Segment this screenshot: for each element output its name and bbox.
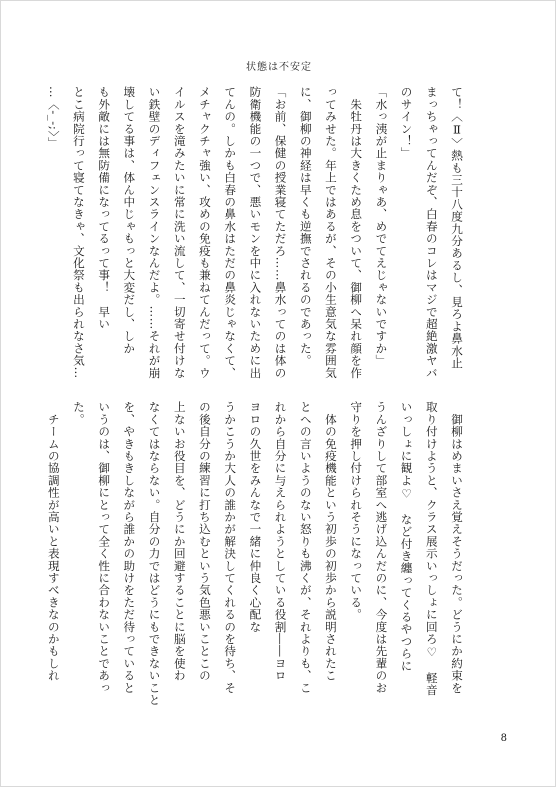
text-line: 防衛機能の一つで、悪いモンを中に入れないために出 (248, 86, 263, 379)
text-line: メチャクチャ強い、攻めの免疫も兼ねてんだって。ウ (197, 86, 212, 379)
text-line: うんざりして部室へ逃げ込んだのに、今度は先輩のお (374, 401, 389, 694)
text-line: 体の免疫機能という初歩の初歩から説明されたこ (323, 401, 338, 682)
text-line: 上ないお役目を、どうにか回避することに脳を使わ (172, 401, 187, 682)
text-line: 「お前、保健の授業寝てただろ……鼻水ってのは体の (273, 86, 288, 379)
text-line: ヨロの久世をみんなで一緒に仲良く心配な (248, 401, 263, 633)
text-line: うかこうか大人の誰かが解決してくれるのを待ち、そ (223, 401, 238, 694)
text-line: いっしょに観よ♡ など付き纏ってくるやつらに (399, 401, 414, 672)
text-line: 朱牡丹は大きくため息をついて、御柳へ呆れ顔を作 (349, 86, 364, 379)
text-block-lower (46, 401, 469, 711)
text-line: まっちゃってんだぞ、白春のコレはマジで超絶激ヤバ (424, 86, 439, 379)
text-line: に、御柳の神経は早くも逆撫でされるのであった。 (298, 86, 313, 367)
text-line: 御柳はめまいさえ覚えそうだった。どうにか約束を (450, 401, 464, 694)
text-line: チームの協調性が高いと表現すべきなのかもしれ (46, 401, 61, 682)
text-line: とこ病院行って寝てなきゃ、文化祭も出られなさ気… (71, 86, 86, 379)
text-line: 取り付けようと、クラス展示いっしょに回ろ♡ 軽音 (424, 401, 439, 697)
text-line: イルスを滝みたいに常に洗い流して、一切寄せ付けな (172, 86, 187, 379)
text-line: 守りを押し付けられそうになっている。 (349, 401, 364, 621)
text-line: いうのは、御柳にとって全く性に合わないことであっ (97, 401, 112, 694)
running-header: 状態は不安定 (246, 62, 312, 73)
text-line: も外敵には無防備になってるって事！ 早い (97, 86, 112, 330)
text-line: とへの言いようのない怒りも沸くが、それよりも、こ (298, 401, 313, 694)
text-line: 壊してる事は、体ん中じゃもっと大変だし、しか (122, 86, 137, 355)
text-line: れから自分に与えられようとしている役割――ヨロ (273, 401, 288, 682)
text-line: のサイン！」 (399, 86, 414, 160)
text-line: い鉄壁のディフェンスラインなんだよ。……それが崩 (147, 86, 162, 379)
text-line: てんの。しかも白春の鼻水はただの鼻炎じゃなくて、 (223, 86, 238, 379)
text-block-upper (46, 86, 469, 386)
text-line: 「水っ洟が止まりゃあ、めでてえじゃないですか」 (374, 86, 389, 367)
text-line: なくてはならない。自分の力ではどうにもできないこと (147, 401, 162, 706)
page-number: 8 (500, 733, 507, 744)
text-line: た。 (71, 401, 86, 426)
text-line: を、やきもきしながら誰かの助けをただ待っていると (122, 401, 137, 694)
text-line: て！〈Ⅱ〉熱も三十八度九分あるし、見ろよ鼻水止 (450, 86, 464, 369)
text-line: …〈-_-;〉」 (46, 86, 61, 149)
text-line: の後自分の練習に打ち込むという気色悪いことこの (197, 401, 212, 682)
text-line: ってみせた。年上ではあるが、その小生意気な雰囲気 (323, 86, 338, 379)
